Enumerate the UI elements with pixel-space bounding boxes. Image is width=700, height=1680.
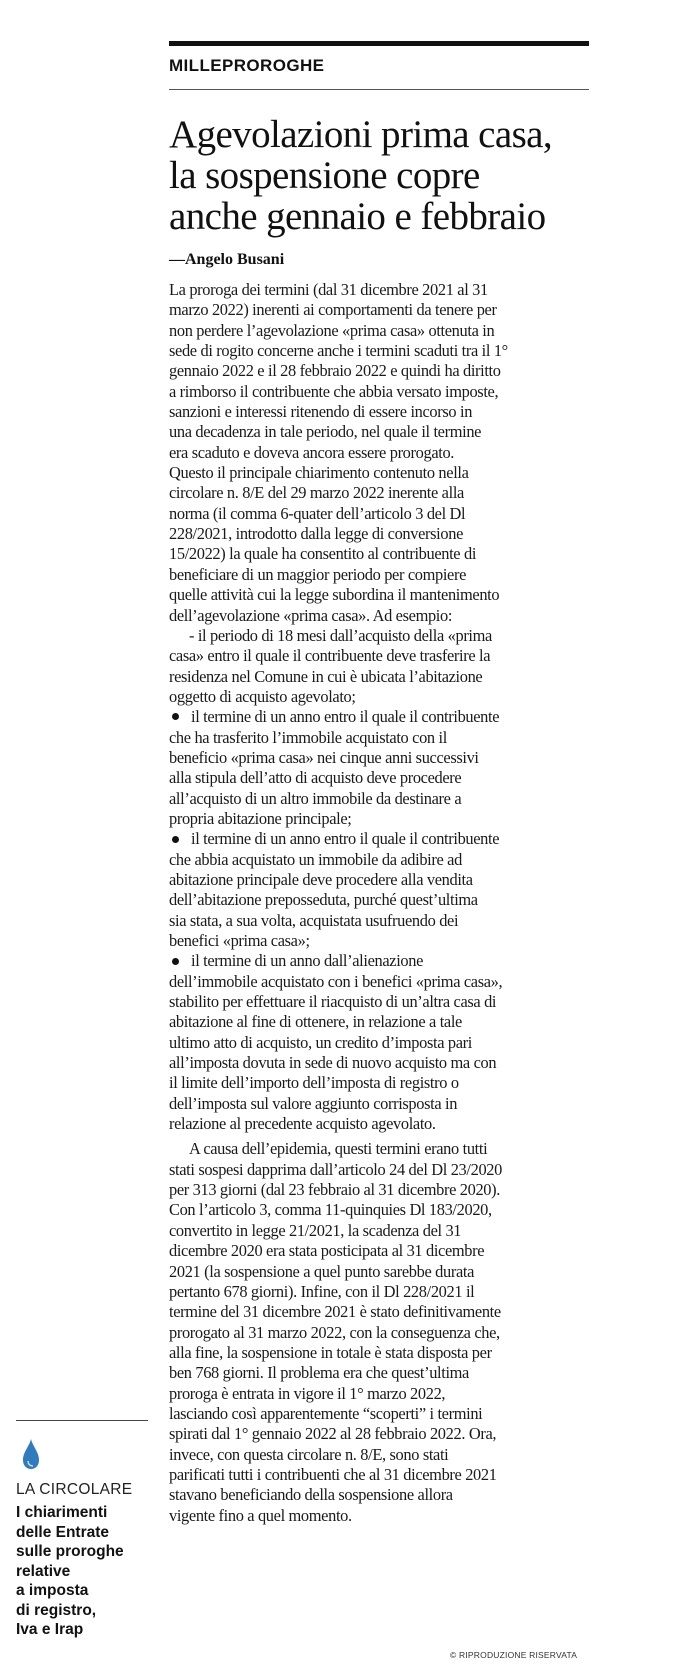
body-line: proroga è entrata in vigore il 1° marzo 2022,: [169, 1383, 446, 1403]
section-kicker: MILLEPROROGHE: [169, 56, 325, 75]
body-line: alla stipula dell’atto di acquisto deve procedere: [169, 768, 462, 788]
body-line: una decadenza in tale periodo, nel quale il termine: [169, 422, 482, 442]
sidebar-line: relative: [16, 1562, 71, 1580]
body-line: 228/2021, introdotto dalla legge di conversione: [169, 524, 463, 544]
body-line: Con l’articolo 3, comma 11-quinquies Dl 183/2020,: [169, 1200, 492, 1220]
body-line: Questo il principale chiarimento contenuto nella: [169, 463, 469, 483]
body-line: a rimborso il contribuente che abbia versato imposte,: [169, 381, 499, 401]
body-line-text: il termine di un anno dall’alienazione: [191, 951, 424, 971]
body-line: stavano beneficiando della sospensione allora: [169, 1485, 453, 1505]
body-line: parificati tutti i contribuenti che al 31 dicembre 2021: [169, 1464, 497, 1484]
sidebar-line: sulle proroghe: [16, 1543, 124, 1560]
body-line: beneficio «prima casa» nei cinque anni successivi: [169, 747, 479, 767]
bullet-line: [169, 951, 589, 971]
byline: —Angelo Busani: [169, 251, 285, 268]
headline: [169, 114, 599, 237]
body-line: che abbia acquistato un immobile da adibire ad: [169, 849, 462, 869]
body-line: dell’immobile acquistato con i benefici «prima casa»,: [169, 971, 503, 991]
sidebar-line: Iva e Irap: [16, 1621, 84, 1638]
sidebar-text: [16, 1503, 156, 1640]
bullet-icon: [172, 713, 179, 720]
body-line: propria abitazione principale;: [169, 808, 352, 828]
body-line: oggetto di acquisto agevolato;: [169, 686, 356, 706]
sidebar-divider: [16, 1420, 148, 1421]
sidebar-label: LA CIRCOLARE: [16, 1481, 133, 1498]
body-line: 2021 (la sospensione a quel punto sarebbe durata: [169, 1261, 475, 1281]
body-line: all’acquisto di un altro immobile da destinare a: [169, 788, 462, 808]
body-line: lasciando così apparentemente “scoperti” i termini: [169, 1403, 483, 1423]
body-line: alla fine, la sospensione in totale è stata disposta per: [169, 1342, 492, 1362]
sidebar-line: I chiarimenti: [16, 1504, 108, 1521]
body-line: abitazione principale deve procedere alla vendita: [169, 869, 473, 889]
body-line: norma (il comma 6-quater dell’articolo 3 del Dl: [169, 503, 466, 523]
body-line: per 313 giorni (dal 23 febbraio al 31 dicembre 2020).: [169, 1180, 501, 1200]
body-line-text: il termine di un anno entro il quale il contribuente: [191, 829, 500, 849]
body-line: che ha trasferito l’immobile acquistato con il: [169, 727, 447, 747]
body-line: A causa dell’epidemia, questi termini erano tutti: [189, 1139, 488, 1159]
body-line: invece, con questa circolare n. 8/E, sono stati: [169, 1444, 449, 1464]
bullet-icon: [172, 836, 179, 843]
body-line: - il periodo di 18 mesi dall’acquisto della «prima: [189, 625, 492, 645]
body-line: circolare n. 8/E del 29 marzo 2022 inerente alla: [169, 483, 464, 503]
body-line: quelle attività cui la legge subordina il mantenimento: [169, 585, 500, 605]
body-line: dicembre 2020 era stata posticipata al 31 dicembre: [169, 1241, 485, 1261]
sidebar-line: delle Entrate: [16, 1523, 110, 1541]
body-line: vigente fino a quel momento.: [169, 1505, 352, 1525]
body-line: marzo 2022) inerenti ai comportamenti da tenere per: [169, 300, 497, 320]
drop-icon: [22, 1438, 40, 1470]
body-line: gennaio 2022 e il 28 febbraio 2022 e quindi ha diritto: [169, 361, 501, 381]
body-line: dell’agevolazione «prima casa». Ad esempio:: [169, 605, 453, 625]
body-line: convertito in legge 21/2021, la scadenza del 31: [169, 1220, 462, 1240]
article-body: [169, 280, 589, 1526]
body-line: residenza nel Comune in cui è ubicata l’abitazione: [169, 666, 483, 686]
body-line: sede di rogito concerne anche i termini scaduti tra il 1°: [169, 341, 508, 361]
headline-line: anche gennaio e febbraio: [169, 195, 546, 238]
headline-line: Agevolazioni prima casa,: [169, 113, 553, 156]
sidebar-line: a imposta: [16, 1582, 89, 1599]
body-line: sanzioni e interessi ritenendo di essere incorso in: [169, 402, 473, 422]
body-line: dell’imposta sul valore aggiunto corrisposta in: [169, 1093, 458, 1113]
body-line: relazione al precedente acquisto agevolato.: [169, 1114, 436, 1134]
bullet-icon: [172, 958, 179, 965]
bullet-line: [169, 707, 589, 727]
body-line: abitazione al fine di ottenere, in relazione a tale: [169, 1012, 462, 1032]
body-line: all’imposta dovuta in sede di nuovo acquisto ma con: [169, 1053, 497, 1073]
body-line: era scaduto e doveva ancora essere prorogato.: [169, 442, 455, 462]
body-line: non perdere l’agevolazione «prima casa» ottenuta in: [169, 320, 495, 340]
kicker-divider: [169, 89, 589, 90]
body-line: 15/2022) la quale ha consentito al contribuente di: [169, 544, 477, 564]
body-line: La proroga dei termini (dal 31 dicembre 2021 al 31: [169, 280, 488, 299]
body-line: stabilito per effettuare il riacquisto di un’altra casa di: [169, 992, 497, 1012]
body-line: stati sospesi dapprima dall’articolo 24 del Dl 23/2020: [169, 1159, 502, 1179]
body-line: ben 768 giorni. Il problema era che quest’ultima: [169, 1363, 469, 1383]
body-line: casa» entro il quale il contribuente deve trasferire la: [169, 646, 491, 666]
copyright-notice: © RIPRODUZIONE RISERVATA: [450, 1650, 578, 1660]
sidebar-line: di registro,: [16, 1601, 97, 1619]
bullet-line: [169, 829, 589, 849]
body-line: prorogato al 31 marzo 2022, con la conseguenza che,: [169, 1322, 500, 1342]
body-line: sia stata, a sua volta, acquistata usufruendo dei: [169, 910, 459, 930]
body-line: il limite dell’importo dell’imposta di registro o: [169, 1073, 459, 1093]
body-line-text: il termine di un anno entro il quale il contribuente: [191, 707, 500, 727]
body-line: spirati dal 1° gennaio 2022 al 28 febbraio 2022. Ora,: [169, 1424, 497, 1444]
body-line: termine del 31 dicembre 2021 è stato definitivamente: [169, 1302, 501, 1322]
headline-line: la sospensione copre: [169, 154, 480, 197]
body-line: benefici «prima casa»;: [169, 931, 310, 950]
body-line: ultimo atto di acquisto, un credito d’imposta pari: [169, 1032, 472, 1052]
body-line: beneficiare di un maggior periodo per compiere: [169, 564, 467, 584]
body-line: dell’abitazione preposseduta, purché quest’ultima: [169, 890, 478, 910]
body-line: pertanto 678 giorni). Infine, con il Dl 228/2021 il: [169, 1281, 475, 1301]
top-rule: [169, 41, 589, 46]
